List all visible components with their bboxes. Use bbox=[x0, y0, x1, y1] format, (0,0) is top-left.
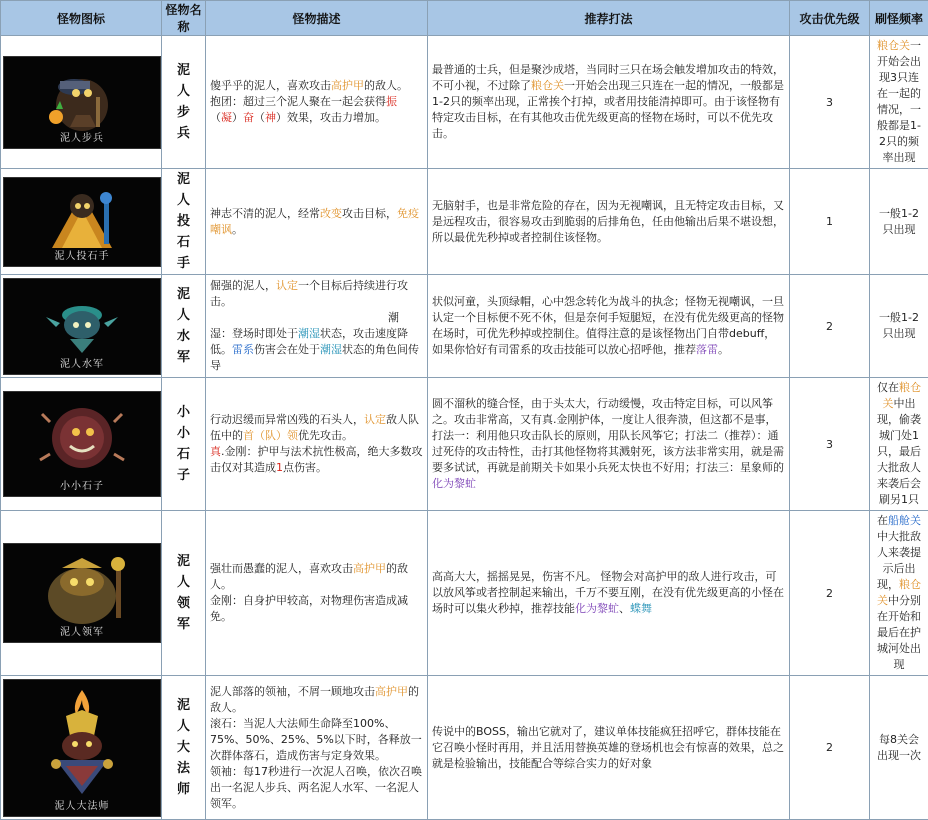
monster-name: 泥 人 投 石 手 bbox=[162, 169, 206, 275]
spawn-frequency: 在船舱关中大批敌人来袭提示后出现，粮仓关中分别在开始和最后在护城河处出现 bbox=[870, 511, 928, 676]
monster-name: 泥 人 大 法 师 bbox=[162, 676, 206, 820]
icon-caption: 泥人投石手 bbox=[4, 247, 160, 262]
attack-priority: 2 bbox=[790, 511, 870, 676]
monster-name: 泥 人 领 军 bbox=[162, 511, 206, 676]
icon-caption: 泥人大法师 bbox=[4, 797, 160, 812]
mud-thrower-icon bbox=[3, 177, 161, 267]
spawn-frequency: 粮仓关一开始会出现3只连在一起的情况，一般都是1-2只的频率出现 bbox=[870, 36, 928, 169]
table-row bbox=[1, 275, 928, 378]
recommended-tactic: 高高大大，摇摇晃晃，伤害不凡。 怪物会对高护甲的敌人进行攻击，可以放风筝或者控制起来输出，千万不要互刚，在没有优先级更高的小怪在场时可以集火秒掉，推荐技能化为黎虻、蝶舞 bbox=[428, 511, 790, 676]
mud-archmage-icon bbox=[3, 679, 161, 817]
monster-description: 泥人部落的领袖，不屑一顾地攻击高护甲的敌人。 滚石：当泥人大法师生命降至100%、75%、50%、25%、5%以下时，各释放一次群体落石，造成伤害与定身效果。 领袖：每17秒进行一次泥人召唤，依次召唤出一名泥人步兵、两名泥人水军、一名泥人领军。 bbox=[206, 676, 428, 820]
mud-water-soldier-icon bbox=[3, 278, 161, 375]
table-row bbox=[1, 378, 928, 511]
attack-priority: 3 bbox=[790, 36, 870, 169]
monster-description: 倔强的泥人，认定一个目标后持续进行攻击。 潮 湿：登场时即处于潮湿状态，攻击速度降低。雷系伤害会在处于潮湿状态的角色间传导 bbox=[206, 275, 428, 378]
monster-description: 神志不清的泥人，经常改变攻击目标，免疫嘲讽。 bbox=[206, 169, 428, 275]
icon-caption: 泥人步兵 bbox=[4, 129, 160, 144]
header-icon: 怪物图标 bbox=[1, 1, 162, 36]
mud-general-icon bbox=[3, 543, 161, 643]
header-description: 怪物描述 bbox=[206, 1, 428, 36]
spawn-frequency: 仅在粮仓关中出现，偷袭城门处1只，最后大批敌人来袭后会刷另1只 bbox=[870, 378, 928, 511]
header-tactic: 推荐打法 bbox=[428, 1, 790, 36]
header-frequency: 刷怪频率 bbox=[870, 1, 928, 36]
monster-name: 泥 人 水 军 bbox=[162, 275, 206, 378]
header-row bbox=[1, 1, 928, 36]
spawn-frequency: 一般1-2只出现 bbox=[870, 169, 928, 275]
recommended-tactic: 圆不溜秋的缝合怪，由于头太大，行动缓慢，攻击特定目标，可以风筝之。攻击非常高，又有真.金刚护体，一度让人很奔溃，但这都不是事，打法一：利用他只攻击队长的原则，用队长风筝它；打法二（推荐）：通过死侍的攻击特性，击打其他怪物将其溅射死，该方法非常实用，就是需要多试试，再就是前期关卡如果小兵死太快也不好用；打法三：星象师的化为黎虻 bbox=[428, 378, 790, 511]
table-row bbox=[1, 511, 928, 676]
spawn-frequency: 一般1-2只出现 bbox=[870, 275, 928, 378]
mud-infantry-icon bbox=[3, 56, 161, 149]
recommended-tactic: 状似河童，头顶绿帽，心中怨念转化为战斗的执念；怪物无视嘲讽，一旦认定一个目标便不死不休，但是奈何手短腿短，在没有优先级更高的怪物在场时，可优先秒掉或控制住。值得注意的是该怪物出门自带debuff，如果你恰好有司雷系的攻击技能可以放心招呼他，推荐落雷。 bbox=[428, 275, 790, 378]
monster-description: 傻乎乎的泥人，喜欢攻击高护甲的敌人。 抱团：超过三个泥人聚在一起会获得振（凝）奋（神）效果，攻击力增加。 bbox=[206, 36, 428, 169]
table-row bbox=[1, 36, 928, 169]
icon-caption: 小小石子 bbox=[4, 477, 160, 492]
monster-description: 行动迟缓而异常凶残的石头人，认定敌人队伍中的首（队）领优先攻击。 真.金刚：护甲与法术抗性极高，绝大多数攻击仅对其造成1点伤害。 bbox=[206, 378, 428, 511]
spawn-frequency: 每8关会出现一次 bbox=[870, 676, 928, 820]
header-priority: 攻击优先级 bbox=[790, 1, 870, 36]
icon-caption: 泥人领军 bbox=[4, 623, 160, 638]
monster-description: 强壮而愚蠢的泥人，喜欢攻击高护甲的敌人。 金刚：自身护甲较高，对物理伤害造成减免。 bbox=[206, 511, 428, 676]
table-row bbox=[1, 676, 928, 820]
recommended-tactic: 最普通的士兵，但是聚沙成塔，当同时三只在场会触发增加攻击的特效，不可小视，不过除了粮仓关一开始会出现三只连在一起的情况，一般都是1-2只的频率出现，正常挨个打掉，或者用技能清掉即可。由于该怪物有特定攻击目标，在有其他攻击优先级更高的怪物在场时，可以不优先攻击。 bbox=[428, 36, 790, 169]
attack-priority: 2 bbox=[790, 275, 870, 378]
attack-priority: 3 bbox=[790, 378, 870, 511]
table-row bbox=[1, 169, 928, 275]
icon-caption: 泥人水军 bbox=[4, 355, 160, 370]
recommended-tactic: 无脑射手，也是非常危险的存在，因为无视嘲讽，且无特定攻击目标，又是远程攻击，很容易攻击到脆弱的后排角色，任由他输出后果不堪设想，所以最优先秒掉或者控制住该怪物。 bbox=[428, 169, 790, 275]
recommended-tactic: 传说中的BOSS，输出它就对了，建议单体技能疯狂招呼它，群体技能在它召唤小怪时再用，并且活用替换英雄的登场机也会有惊喜的效果，总之就是检验输出，技能配合等综合实力的好对象 bbox=[428, 676, 790, 820]
attack-priority: 1 bbox=[790, 169, 870, 275]
monster-name: 泥 人 步 兵 bbox=[162, 36, 206, 169]
monster-name: 小 小 石 子 bbox=[162, 378, 206, 511]
little-stone-icon bbox=[3, 391, 161, 497]
header-name: 怪物名称 bbox=[162, 1, 206, 36]
attack-priority: 2 bbox=[790, 676, 870, 820]
